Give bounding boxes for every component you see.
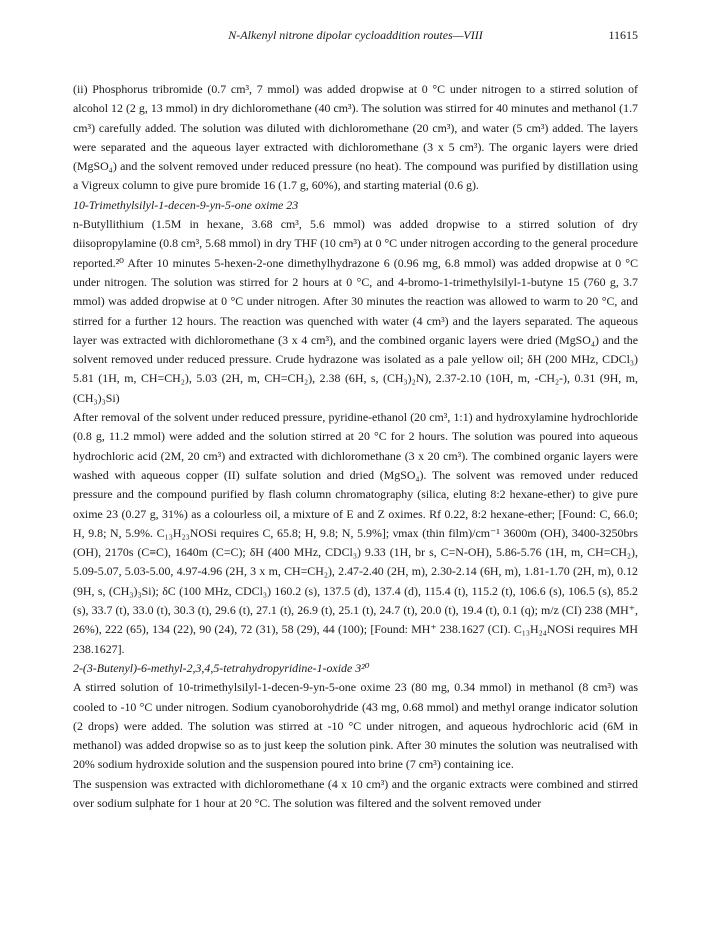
running-header <box>73 26 638 46</box>
page-body <box>73 80 638 813</box>
paragraph-oxime-23-workup: After removal of the solvent under reduced pressure, pyridine-ethanol (20 cm³, 1:1) and hydroxylamine hydrochloride (0.8 g, 11.2 mmol) were added and the solution stirred at 20 °C for 2 hours. The solution was poured into aqueous hydrochloric acid (2M, 20 cm³) and extracted with dichloromethane (3 x 20 cm³). The combined organic layers were washed with aqueous copper (II) sulfate solution and dried (MgSO₄). The solvent was removed under reduced pressure and the compound purified by flash column chromatography (silica, eluting 8:2 hexane-ether) to give pure oxime 23 (0.27 g, 31%) as a colourless oil, a mixture of E and Z oximes. Rf 0.22, 8:2 hexane-ether; [Found: C, 66.0; H, 9.8; N, 5.9%. C₁₃H₂₃NOSi requires C, 65.8; H, 9.8; N, 5.9%]; νmax (thin film)/cm⁻¹ 3600m (OH), 3400-3250brs (OH), 2170s (C≡C), 1640m (C=C); δH (400 MHz, CDCl₃) 9.33 (1H, br s, C=N-OH), 5.86-5.76 (1H, m, CH=CH₂), 5.09-5.07, 5.03-5.00, 4.97-4.96 (2H, 3 x m, CH=CH₂), 2.47-2.40 (2H, m), 2.30-2.14 (6H, m), 1.81-1.70 (2H, m), 0.12 (9H, s, (CH₃)₃Si); δC (100 MHz, CDCl₃) 160.2 (s), 137.5 (d), 137.4 (d), 115.4 (t), 115.2 (t), 106.6 (s), 106.5 (s), 85.2 (s), 33.7 (t), 33.0 (t), 30.3 (t), 29.6 (t), 27.1 (t), 26.9 (t), 25.1 (t), 24.7 (t), 20.0 (t), 19.4 (t), 0.1 (q); m/z (CI) 238 (MH⁺, 26%), 222 (65), 134 (22), 90 (24), 72 (31), 58 (29), 44 (100); [Found: MH⁺ 238.1627 (CI). C₁₃H₂₄NOSi requires MH 238.1627]. <box>73 410 638 656</box>
running-title: N-Alkenyl nitrone dipolar cycloaddition routes—VIII <box>228 28 483 42</box>
heading-nitrone-3: 2-(3-Butenyl)-6-methyl-2,3,4,5-tetrahydropyridine-1-oxide 3²⁰ <box>73 660 370 675</box>
paragraph-oxime-23-hydrazone: n-Butyllithium (1.5M in hexane, 3.68 cm³, 5.6 mmol) was added dropwise to a stirred solution of dry diisopropylamine (0.8 cm³, 5.68 mmol) in dry THF (10 cm³) at 0 °C under nitrogen according to the general procedure reported.²⁰ After 10 minutes 5-hexen-2-one dimethylhydrazone 6 (0.96 mg, 6.8 mmol) was added dropwise at 0 °C under nitrogen. The solution was stirred for 2 hours at 0 °C, and 4-bromo-1-trimethylsilyl-1-butyne 15 (760 g, 3.7 mmol) was added dropwise at 0 °C under nitrogen. After 30 minutes the reaction was allowed to warm to 20 °C, and stirred for a further 12 hours. The reaction was quenched with water (4 cm³) and the layers separated. The aqueous layer was extracted with dichloromethane (3 x 4 cm³), and the combined organic layers were dried (MgSO₄) and the solvent removed under reduced pressure. Crude hydrazone was isolated as a pale yellow oil; δH (200 MHz, CDCl₃) 5.81 (1H, m, CH=CH₂), 5.03 (2H, m, CH=CH₂), 2.38 (6H, s, (CH₃)₂N), 2.37-2.10 (10H, m, -CH₂-), 0.31 (9H, m, (CH₃)₃Si) <box>73 217 638 405</box>
paragraph-procedure-ii: (ii) Phosphorus tribromide (0.7 cm³, 7 mmol) was added dropwise at 0 °C under nitrogen to a stirred solution of alcohol 12 (2 g, 13 mmol) in dry dichloromethane (40 cm³). The solution was stirred for 40 minutes and methanol (1.7 cm³) carefully added. The solution was diluted with dichloromethane (20 cm³), and water (5 cm³) added. The layers were separated and the aqueous layer extracted with dichloromethane (3 x 5 cm³). The organic layers were dried (MgSO₄) and the solvent removed under reduced pressure (no heat). The compound was purified by distillation using a Vigreux column to give pure bromide 16 (1.7 g, 60%), and starting material (0.6 g). <box>73 82 638 193</box>
heading-oxime-23: 10-Trimethylsilyl-1-decen-9-yn-5-one oxime 23 <box>73 197 299 212</box>
page-number: 11615 <box>608 28 638 42</box>
paragraph-nitrone-3-extraction: The suspension was extracted with dichloromethane (4 x 10 cm³) and the organic extracts were combined and stirred over sodium sulphate for 1 hour at 20 °C. The solution was filtered and the solvent removed under <box>73 776 638 810</box>
paragraph-nitrone-3-reduction: A stirred solution of 10-trimethylsilyl-1-decen-9-yn-5-one oxime 23 (80 mg, 0.34 mmol) in methanol (8 cm³) was cooled to -10 °C under nitrogen. Sodium cyanoborohydride (43 mg, 0.68 mmol) and methyl orange indicator solution (2 drops) were added. The solution was stirred at -10 °C under nitrogen, and aqueous hydrochloric acid (6M in methanol) was added dropwise so as to just keep the solution pink. After 30 minutes the solution was neutralised with 20% sodium hydroxide solution and the suspension poured into brine (7 cm³) containing ice. <box>73 680 638 772</box>
